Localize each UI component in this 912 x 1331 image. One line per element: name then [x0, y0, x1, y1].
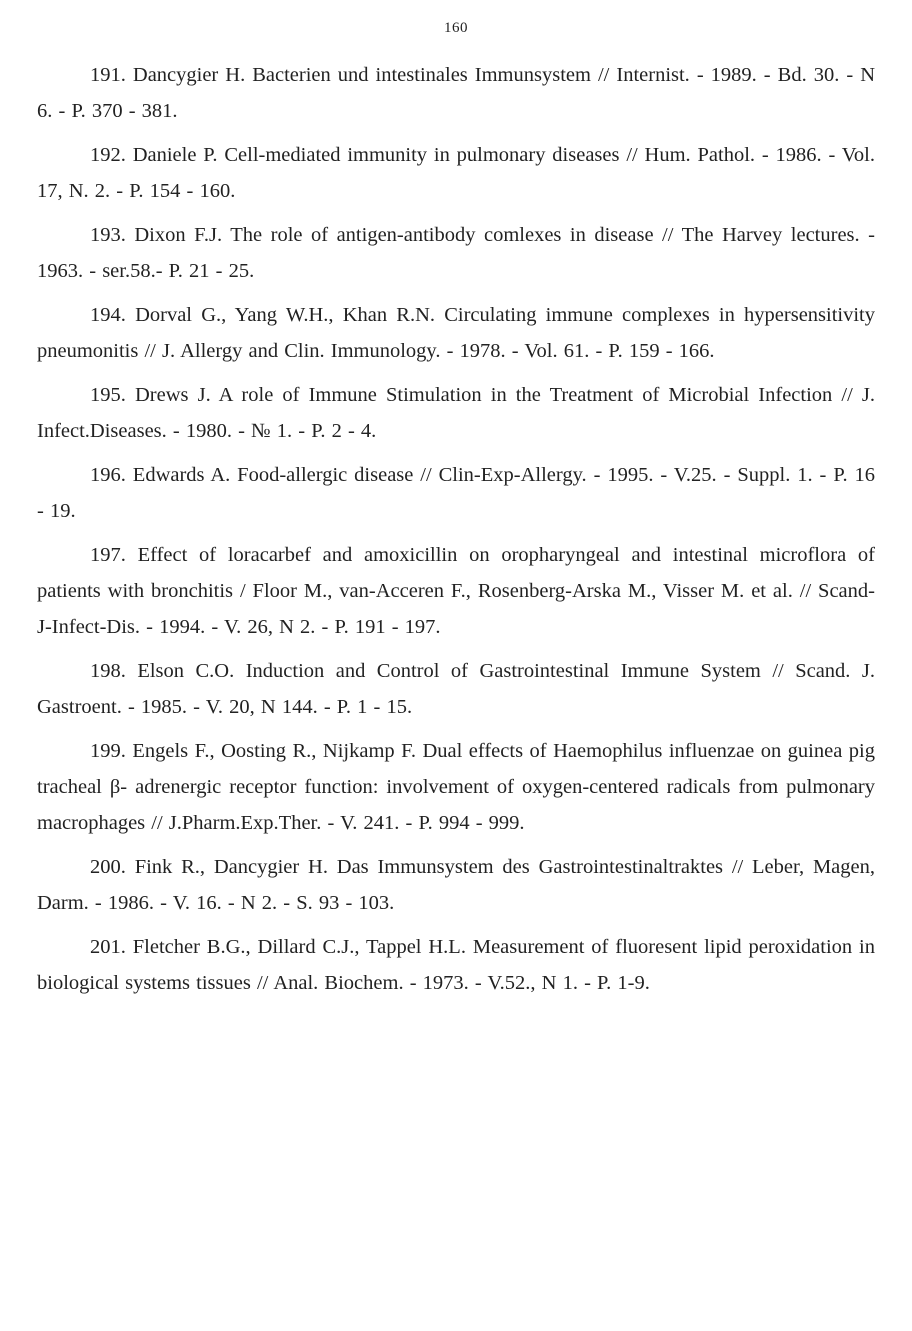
reference-item: 194. Dorval G., Yang W.H., Khan R.N. Circulating immune complexes in hypersensitivity pneumonitis // J. Allergy and Clin. Immunology. - 1978. - Vol. 61. - P. 159 - 166. [37, 304, 875, 362]
reference-item: 200. Fink R., Dancygier H. Das Immunsystem des Gastrointestinaltraktes // Leber, Magen, Darm. - 1986. - V. 16. - N 2. - S. 93 - 103. [37, 856, 875, 914]
reference-item: 193. Dixon F.J. The role of antigen-antibody comlexes in disease // The Harvey lectures. - 1963. - ser.58.- P. 21 - 25. [37, 224, 875, 282]
reference-item: 199. Engels F., Oosting R., Nijkamp F. Dual effects of Haemophilus influenzae on guinea pig tracheal β- adrenergic receptor function: involvement of oxygen-centered radicals from pulmonary macrophages // J.Pharm.Exp.Ther. - V. 241. - P. 994 - 999. [37, 740, 875, 834]
page-number: 160 [444, 20, 468, 36]
reference-item: 196. Edwards A. Food-allergic disease // Clin-Exp-Allergy. - 1995. - V.25. - Suppl. 1. - P. 16 - 19. [37, 464, 875, 522]
reference-item: 195. Drews J. A role of Immune Stimulation in the Treatment of Microbial Infection // J. Infect.Diseases. - 1980. - № 1. - P. 2 - 4. [37, 384, 875, 442]
reference-list [37, 57, 875, 1009]
reference-item: 201. Fletcher B.G., Dillard C.J., Tappel H.L. Measurement of fluoresent lipid peroxidation in biological systems tissues // Anal. Biochem. - 1973. - V.52., N 1. - P. 1-9. [37, 936, 875, 994]
reference-item: 198. Elson C.O. Induction and Control of Gastrointestinal Immune System // Scand. J. Gastroent. - 1985. - V. 20, N 144. - P. 1 - 15. [37, 660, 875, 718]
reference-item: 197. Effect of loracarbef and amoxicillin on oropharyngeal and intestinal microflora of patients with bronchitis / Floor M., van-Acceren F., Rosenberg-Arska M., Visser M. et al. // Scand-J-Infect-Dis. - 1994. - V. 26, N 2. - P. 191 - 197. [37, 544, 875, 638]
reference-item: 191. Dancygier H. Bacterien und intestinales Immunsystem // Internist. - 1989. - Bd. 30. - N 6. - P. 370 - 381. [37, 64, 875, 122]
reference-item: 192. Daniele P. Cell-mediated immunity in pulmonary diseases // Hum. Pathol. - 1986. - Vol. 17, N. 2. - P. 154 - 160. [37, 144, 875, 202]
